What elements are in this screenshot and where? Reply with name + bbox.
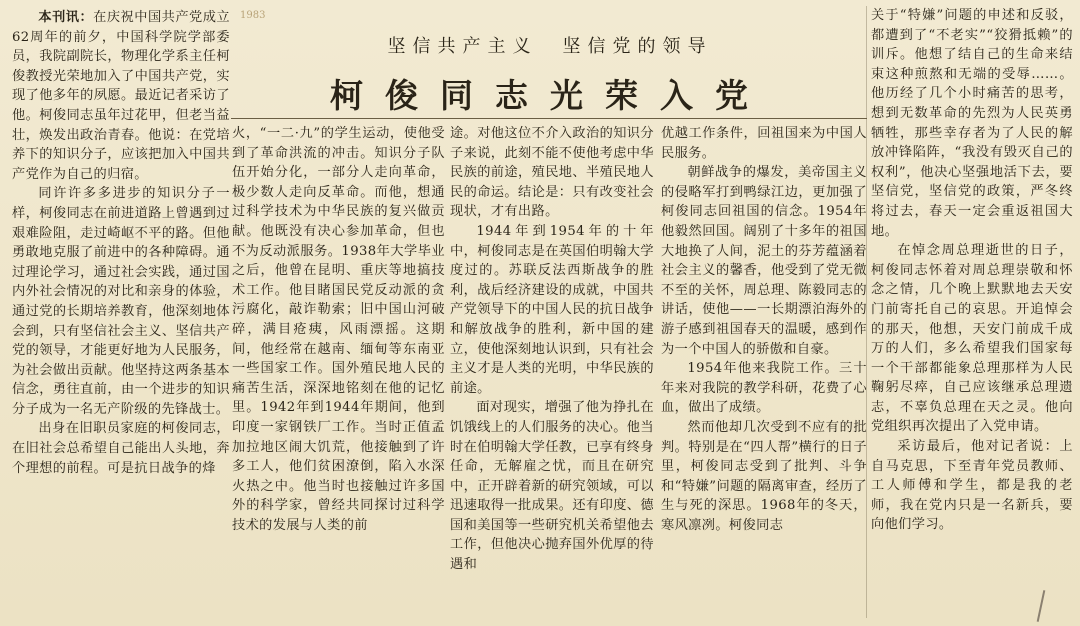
article-paragraph xyxy=(661,124,867,163)
paragraph-text: 关于“特嫌”问题的申述和反驳，都遭到了“不老实”“狡猾抵赖”的训斥。他想了结自己的生命来结束这种煎熬和无端的受辱……。他历经了几个小时痛苦的思考，想到无数革命的先烈为人民英勇牺牲，那些幸存者为了人民的解放冲锋陷阵，“我没有毁灭自己的权利”，他决心坚强地活下去，要坚信党，坚信党的政策，严冬终将过去，春天一定会重返祖国大地。 xyxy=(871,8,1073,239)
column-rule xyxy=(231,118,867,119)
headline-kicker: 坚信共产主义 坚信党的领导 xyxy=(387,36,713,57)
paragraph-text: 火，“一二·九”的学生运动，使他受到了革命洪流的冲击。知识分子队伍开始分化，一部分人走向革命，极少数人走向反革命。而他，想通过科学技术为中华民族的复兴做贡献。他既没有决心参加革命，但也不为反动派服务。1938年大学毕业之后，他曾在昆明、重庆等地搞技术工作。他目睹国民党反动派的贪污腐化，敲诈勒索；旧中国山河破碎，满目疮痍，风雨漂摇。这期间，他经常在越南、缅甸等东南亚一些国家工作。国外殖民地人民的痛苦生活，深深地铭刻在他的记忆里。1942年到1944年期间，他到印度一家钢铁厂工作。当时正值孟加拉地区闹大饥荒，他接触到了许多工人，他们贫困潦倒，陷入水深火热之中。他当时也接触过许多国外的科学家，曾经共同探讨过科学技术的发展与人类的前 xyxy=(232,126,445,533)
paragraph-text: 优越工作条件，回祖国来为中国人民服务。 xyxy=(661,126,867,161)
paragraph-text: 1944年到1954年的十年中，柯俊同志是在英国伯明翰大学度过的。苏联反法西斯战争的胜利，战后经济建设的成就，中国共产党领导下的中国人民的抗日战争和解放战争的胜利，新中国的建立，使他深刻地认识到，只有社会主义才是人类的光明，中华民族的前途。 xyxy=(450,223,654,396)
paragraph-text: 面对现实，增强了他为挣扎在饥饿线上的人们服务的决心。他当时在伯明翰大学任教，已享有终身任命，无解雇之忧，而且在研究中，正开辟着新的研究领域，可以迅速取得一批成果。还有印度、德国和美国等一些研究机关希望他去工作，但他决心抛弃国外优厚的待遇和 xyxy=(450,400,654,573)
article-paragraph xyxy=(661,359,867,418)
paragraph-text: 同许许多多进步的知识分子一样，柯俊同志在前进道路上曾遇到过艰难险阻，走过崎岖不平的路。但他勇敢地克服了前进中的各种障碍。通过理论学习，通过社会实践，通过国内外社会情况的对比和亲身的体验，通过党的长期培养教育，他深刻地体会到，只有坚信社会主义、坚信共产党的领导，才能更好地为人民服务，为社会做出贡献。他坚持这两条基本信念，勇往直前，由一个进步的知识分子成为一名无产阶级的先锋战士。 xyxy=(12,186,230,417)
paragraph-text: 出身在旧职员家庭的柯俊同志，在旧社会总希望自己能出人头地，奔个理想的前程。可是抗日战争的烽 xyxy=(12,421,230,476)
article-column-2 xyxy=(232,124,445,535)
article-paragraph xyxy=(661,418,867,536)
article-column-1 xyxy=(12,8,230,478)
pen-mark xyxy=(1037,590,1046,622)
article-paragraph xyxy=(871,6,1073,241)
article-paragraph xyxy=(661,163,867,359)
headline-title: 柯俊同志光荣入党 xyxy=(330,76,770,115)
article-paragraph xyxy=(12,8,230,184)
article-column-5 xyxy=(871,6,1073,535)
archive-stamp: 1983 xyxy=(240,10,266,21)
paragraph-text: 朝鲜战争的爆发，美帝国主义的侵略军打到鸭绿江边，更加强了柯俊同志回祖国的信念。1954年他毅然回国。阔别了十多年的祖国大地换了人间，泥土的芬芳蕴涵着社会主义的馨香，他受到了党无微不至的关怀，周总理、陈毅同志的讲话，使他——一长期漂泊海外的游子感到祖国春天的温暖，感到作为一个中国人的骄傲和自豪。 xyxy=(661,165,867,357)
dateline-label: 本刊讯： xyxy=(38,10,94,25)
paragraph-text: 然而他却几次受到不应有的批判。特别是在“四人帮”横行的日子里，柯俊同志受到了批判、斗争和“特嫌”问题的隔离审查，经历了生与死的深思。1968年的冬天，寒风凛冽。柯俊同志 xyxy=(661,419,867,533)
article-column-3 xyxy=(450,124,654,575)
headline-block xyxy=(236,6,864,114)
article-paragraph xyxy=(871,241,1073,437)
article-column-4 xyxy=(661,124,867,535)
article-paragraph xyxy=(232,124,445,535)
article-paragraph xyxy=(871,437,1073,535)
article-paragraph xyxy=(12,184,230,419)
paragraph-text: 途。对他这位不介入政治的知识分子来说，此刻不能不使他考虑中华民族的前途，殖民地、半殖民地人民的命运。结论是：只有改变社会现状，才有出路。 xyxy=(450,126,654,220)
paragraph-text: 采访最后，他对记者说：上自马克思，下至青年党员教师、工人师傅和学生，都是我的老师，我在党内只是一名新兵，要向他们学习。 xyxy=(871,439,1073,533)
article-paragraph xyxy=(12,419,230,478)
paragraph-text: 在悼念周总理逝世的日子，柯俊同志怀着对周总理崇敬和怀念之情，几个晚上默默地去天安门前寄托自己的哀思。开追悼会的那天，他想，天安门前成千成万的人们，多么希望我们国家每一个干部都能象总理那样为人民鞠躬尽瘁，自己应该继承总理遗志，不辜负总理在天之灵。他向党组织再次提出了入党申请。 xyxy=(871,243,1073,435)
article-paragraph xyxy=(450,124,654,222)
paragraph-text: 1954年他来我院工作。三十年来对我院的教学科研，花费了心血，做出了成绩。 xyxy=(661,361,867,416)
article-paragraph xyxy=(450,398,654,574)
article-paragraph xyxy=(450,222,654,398)
paragraph-text: 在庆祝中国共产党成立62周年的前夕，中国科学院学部委员，我院副院长，物理化学系主任柯俊教授光荣地加入了中国共产党，实现了他多年的夙愿。最近记者采访了他。柯俊同志虽年过花甲，但老当益壮，焕发出政治青春。他说：在党培养下的知识分子，应该把加入中国共产党作为自己的归宿。 xyxy=(12,10,230,182)
